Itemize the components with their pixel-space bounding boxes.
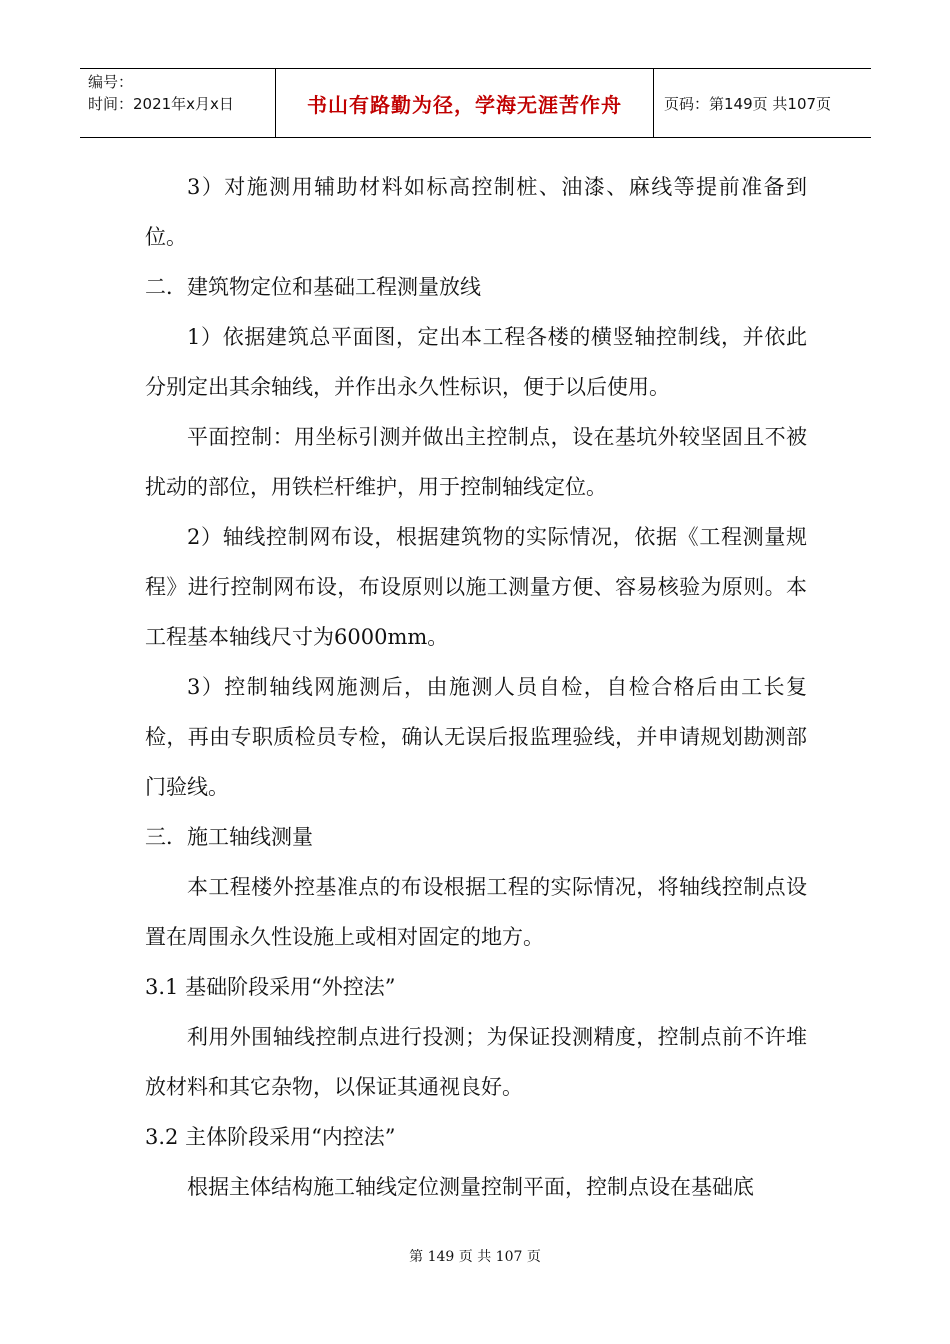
- page-header: [80, 68, 871, 138]
- paragraph: 平面控制：用坐标引测并做出主控制点，设在基坑外较坚固且不被扰动的部位，用铁栏杆维护，用于控制轴线定位。: [145, 425, 807, 499]
- document-body: [145, 162, 807, 1212]
- header-page-code: 页码：第149页 共107页: [664, 94, 832, 113]
- document-date: 时间：2021年x月x日: [88, 95, 234, 113]
- document-number-label: 编号：: [88, 73, 134, 91]
- section-heading: 三．施工轴线测量: [145, 825, 313, 849]
- paragraph: 根据主体结构施工轴线定位测量控制平面，控制点设在基础底: [187, 1175, 754, 1199]
- paragraph: 3）控制轴线网施测后，由施测人员自检，自检合格后由工长复检，再由专职质检员专检，确认无误后报监理验线，并申请规划勘测部门验线。: [145, 675, 807, 799]
- paragraph: 3）对施测用辅助材料如标高控制桩、油漆、麻线等提前准备到位。: [145, 175, 807, 249]
- section-heading: 二．建筑物定位和基础工程测量放线: [145, 275, 481, 299]
- paragraph: 利用外围轴线控制点进行投测；为保证投测精度，控制点前不许堆放材料和其它杂物，以保证其通视良好。: [145, 1025, 807, 1099]
- header-motto: 书山有路勤为径，学海无涯苦作舟: [276, 69, 654, 137]
- paragraph: 本工程楼外控基准点的布设根据工程的实际情况，将轴线控制点设置在周围永久性设施上或相对固定的地方。: [145, 875, 807, 949]
- header-info: [80, 69, 276, 137]
- paragraph: 1）依据建筑总平面图，定出本工程各楼的横竖轴控制线，并依此分别定出其余轴线，并作出永久性标识，便于以后使用。: [145, 325, 807, 399]
- subsection-heading: 3.2 主体阶段采用“内控法”: [145, 1125, 396, 1149]
- page-footer: 第 149 页 共 107 页: [409, 1249, 541, 1265]
- paragraph: 2）轴线控制网布设，根据建筑物的实际情况，依据《工程测量规程》进行控制网布设，布设原则以施工测量方便、容易核验为原则。本工程基本轴线尺寸为6000mm。: [145, 525, 807, 649]
- subsection-heading: 3.1 基础阶段采用“外控法”: [145, 975, 396, 999]
